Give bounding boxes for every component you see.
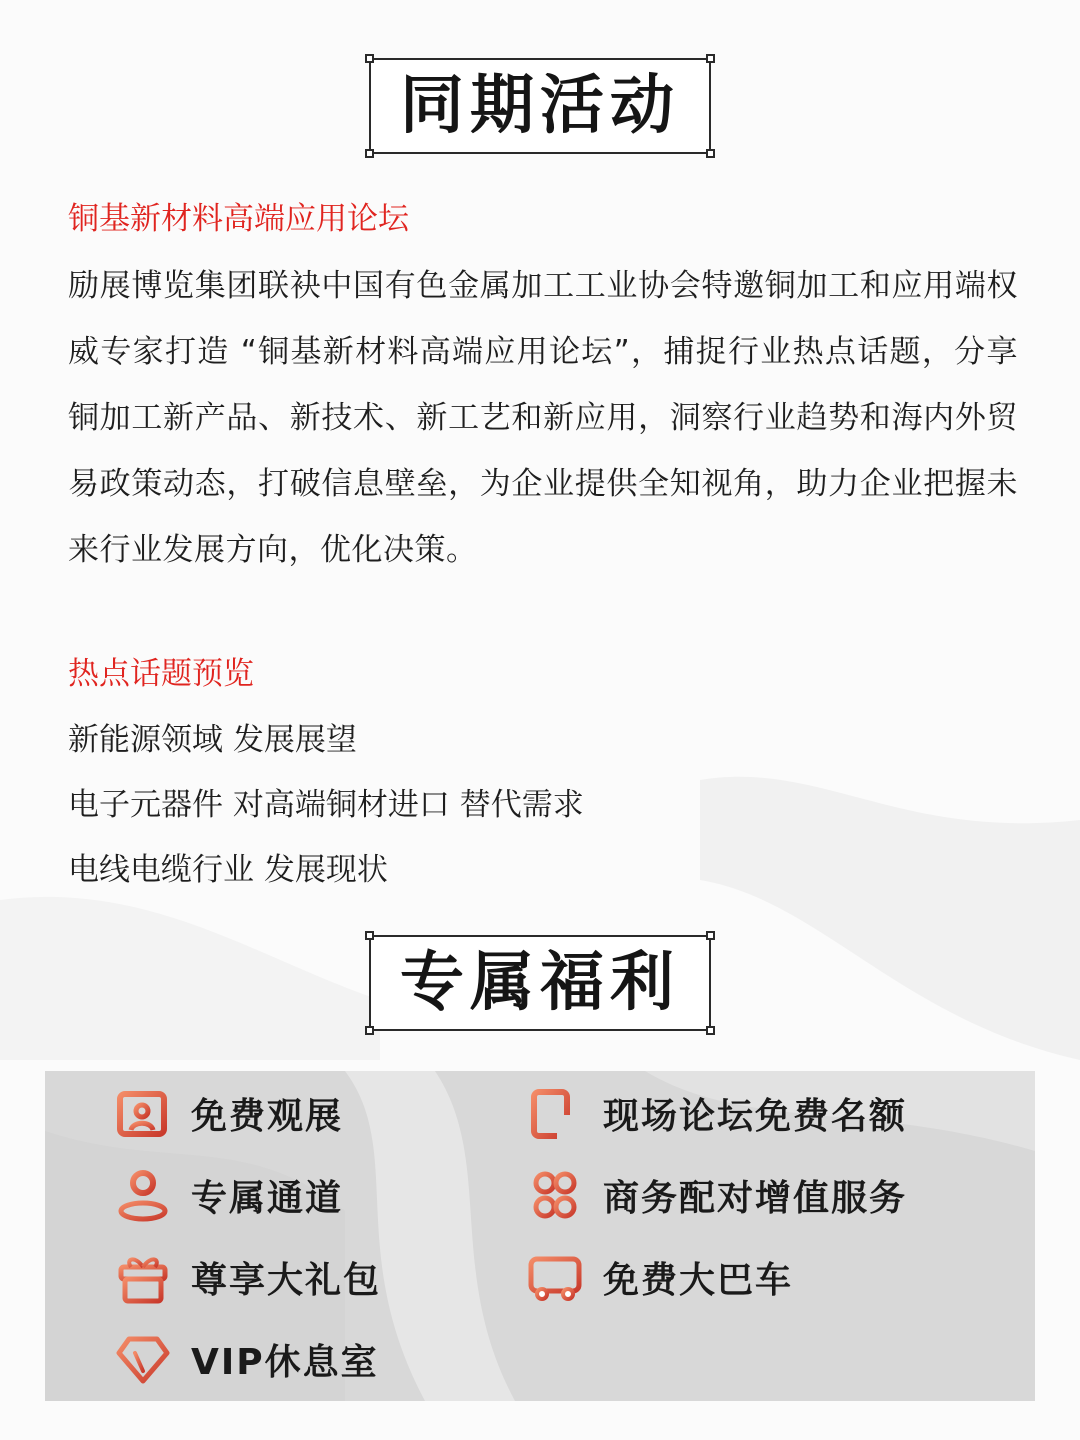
- corner-marker: [706, 1026, 715, 1035]
- section-title-box-concurrent-events: [369, 58, 711, 154]
- corner-marker: [365, 1026, 374, 1035]
- benefits-panel: [45, 1071, 1035, 1401]
- benefit-vip-lounge: [115, 1329, 379, 1389]
- benefit-free-visit: [115, 1083, 343, 1143]
- benefit-free-shuttle-bus: [527, 1247, 793, 1307]
- benefit-gift-pack: [115, 1247, 381, 1307]
- benefit-free-forum-seat: [527, 1083, 907, 1143]
- benefit-label: VIP休息室: [191, 1341, 379, 1383]
- section-title: 同期活动: [400, 68, 680, 143]
- forum-heading: 铜基新材料高端应用论坛: [68, 201, 409, 237]
- forum-description: 励展博览集团联袂中国有色金属加工工业协会特邀铜加工和应用端权威专家打造 “铜基新材料高端应用论坛”，捕捉行业热点话题，分享铜加工新产品、新技术、新工艺和新应用，洞察行业趋势和海内外贸易政策动态，打破信息壁垒，为企业提供全知视角，助力企业把握未来行业发展方向，优化决策。: [68, 268, 1018, 568]
- corner-marker: [706, 149, 715, 158]
- corner-marker: [365, 149, 374, 158]
- benefit-label: 商务配对增值服务: [603, 1177, 908, 1219]
- benefit-label: 专属通道: [191, 1177, 344, 1219]
- location-pin-icon: [115, 1167, 171, 1223]
- calendar-person-icon: [115, 1085, 171, 1141]
- bus-icon: [527, 1249, 583, 1305]
- corner-marker: [365, 54, 374, 63]
- benefit-label: 免费大巴车: [603, 1259, 794, 1301]
- topic-item: 新能源领域 发展展望: [68, 722, 357, 758]
- benefit-label: 免费观展: [191, 1095, 344, 1137]
- corner-marker: [706, 931, 715, 940]
- corner-marker: [365, 931, 374, 940]
- section-title-box-exclusive-benefits: [369, 935, 711, 1031]
- gift-icon: [115, 1249, 171, 1305]
- benefit-business-matching: [527, 1165, 907, 1225]
- topic-item: 电线电缆行业 发展现状: [68, 852, 388, 888]
- topics-heading: 热点话题预览: [68, 656, 254, 692]
- section-title: 专属福利: [400, 945, 680, 1020]
- people-group-icon: [527, 1167, 583, 1223]
- benefit-exclusive-channel: [115, 1165, 343, 1225]
- diamond-icon: [115, 1331, 171, 1387]
- topic-item: 电子元器件 对高端铜材进口 替代需求: [68, 787, 584, 823]
- benefit-label: 尊享大礼包: [191, 1259, 382, 1301]
- corner-marker: [706, 54, 715, 63]
- clipboard-plus-icon: [527, 1085, 583, 1141]
- benefit-label: 现场论坛免费名额: [603, 1095, 908, 1137]
